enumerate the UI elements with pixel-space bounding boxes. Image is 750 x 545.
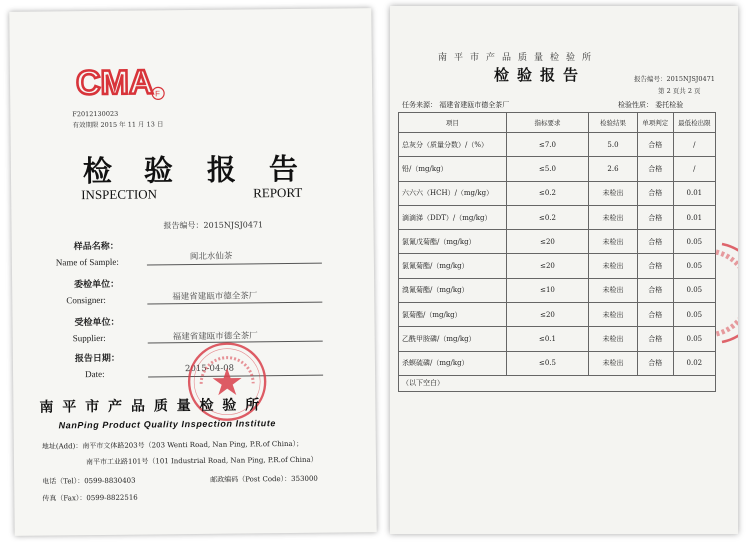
cell-judgement: 合格 [637,327,673,351]
title-char-3: 报 [206,152,239,187]
cell-requirement: ≤0.2 [506,205,588,229]
supplier-label-en: Supplier: [72,332,106,344]
cell-item: 六六六（HCH）/（mg/kg） [399,181,507,205]
fax: 传真（Fax）：0599-8822516 [42,493,138,503]
table-row [399,133,716,157]
cell-item: 氯氰菊酯/（mg/kg） [399,254,507,278]
header-limit: 最低检出限 [673,113,715,133]
cell-result: 未检出 [589,230,638,254]
cell-judgement: 合格 [637,303,673,327]
cell-judgement: 合格 [637,254,673,278]
blank-below-note: （以下空白） [399,375,716,391]
cell-requirement: ≤20 [506,303,588,327]
report-number: 报告编号：2015NJSJ0471 [163,220,264,231]
cell-result: 未检出 [589,278,638,302]
date-label-en: Date: [85,368,105,380]
header-result: 检验结果 [589,113,638,133]
address-line-1: 地址(Add)：南平市文体路203号（203 Wenti Road, Nan Ping, P.R.of China）； [41,439,304,451]
sample-label-cn: 样品名称： [73,241,119,253]
sample-underline [147,263,322,266]
cell-judgement: 合格 [637,157,673,181]
supplier-label-cn: 受检单位： [74,317,120,329]
address-line-2: 南平市工业路101号（101 Industrial Road, Nan Ping, P.R.of China） [85,455,318,467]
cell-limit: 0.05 [673,278,715,302]
cell-item: 氯氰戊菊酯/（mg/kg） [399,230,507,254]
title-en-report: REPORT [253,184,303,201]
cell-requirement: ≤0.5 [506,351,588,375]
cell-result: 未检出 [589,181,638,205]
cell-judgement: 合格 [637,351,673,375]
table-row [399,230,716,254]
supplier-value: 福建省建瓯市德全茶厂 [172,331,258,343]
table-row [399,327,716,351]
permit-info [72,108,163,131]
table-row [399,181,716,205]
report-cover-page [9,8,376,536]
results-page-info: 第 2 页共 2 页 [658,87,701,95]
table-row [399,303,716,327]
results-table [398,112,716,392]
sample-label-en: Name of Sample: [55,256,119,268]
cell-item: 氯菊酯/（mg/kg） [399,303,507,327]
results-title: 检验报告 [494,66,587,84]
permit-valid-until: 有效期限 2015 年 11 月 13 日 [72,120,164,130]
cell-limit: 0.01 [673,205,715,229]
table-row [399,157,716,181]
cell-judgement: 合格 [637,278,673,302]
cell-item: 乙酰甲胺磷/（mg/kg） [399,327,507,351]
cell-result: 未检出 [589,327,638,351]
cell-requirement: ≤7.0 [506,133,588,157]
cell-limit: 0.05 [673,254,715,278]
cell-item: 滴滴涕（DDT）/（mg/kg） [399,205,507,229]
telephone: 电话（Tel）：0599-8830403 [42,476,136,486]
table-row [399,254,716,278]
cell-judgement: 合格 [637,205,673,229]
cell-item: 溴氰菊酯/（mg/kg） [399,278,507,302]
title-en-inspection: INSPECTION [81,186,158,203]
institute-name-en: NanPing Product Quality Inspection Institute [58,418,277,431]
cell-item: 杀螟硫磷/（mg/kg） [399,351,507,375]
table-row [399,351,716,375]
cell-result: 未检出 [589,351,638,375]
header-item: 项目 [399,113,507,133]
consigner-label-en: Consigner: [66,294,106,306]
cell-judgement: 合格 [637,230,673,254]
cell-item: 铅/（mg/kg） [399,157,507,181]
results-report-number: 报告编号：2015NJSJ0471 [634,75,715,83]
permit-number: F2012130023 [72,109,119,119]
post-code: 邮政编码（Post Code）：353000 [210,474,318,484]
date-label-cn: 报告日期： [74,353,120,365]
cell-item: 总灰分（质量分数）/（%） [399,133,507,157]
table-tail-row [399,375,716,391]
cell-limit: 0.01 [673,181,715,205]
sample-value: 闽北水仙茶 [189,251,233,263]
cell-limit: 0.05 [673,327,715,351]
cma-logo [68,55,169,106]
inspection-category: 检验性质： 委托检验 [618,101,684,109]
cell-requirement: ≤0.2 [506,181,588,205]
cell-limit: 0.02 [673,351,715,375]
consigner-value: 福建省建瓯市德全茶厂 [172,291,258,303]
cell-result: 2.6 [589,157,638,181]
date-value: 2015-04-08 [184,363,235,375]
table-row [399,278,716,302]
cell-judgement: 合格 [637,133,673,157]
cell-requirement: ≤0.1 [506,327,588,351]
table-row [399,205,716,229]
results-header-row [399,113,716,133]
title-char-4: 告 [268,151,301,187]
cell-limit: 0.05 [673,230,715,254]
cell-limit: / [673,157,715,181]
header-requirement: 指标要求 [506,113,588,133]
task-source: 任务来源： 福建省建瓯市德全茶厂 [402,101,510,109]
report-results-page [390,6,738,534]
title-char-2: 验 [143,153,176,188]
cma-logo-text: CMA [75,63,154,103]
cell-judgement: 合格 [637,181,673,205]
cell-requirement: ≤20 [506,230,588,254]
cma-badge-letter: F [155,89,161,99]
cell-limit: / [673,133,715,157]
cell-requirement: ≤10 [506,278,588,302]
cell-limit: 0.05 [673,303,715,327]
cell-result: 5.0 [589,133,638,157]
title-char-1: 检 [82,153,115,189]
partial-stamp-icon [686,238,738,348]
cell-result: 未检出 [589,303,638,327]
cell-result: 未检出 [589,205,638,229]
institute-name-cn: 南 平 市 产 品 质 量 检 验 所 [39,397,262,416]
consigner-label-cn: 委检单位： [74,279,120,291]
cell-result: 未检出 [589,254,638,278]
header-judgement: 单项判定 [637,113,673,133]
results-institute-name: 南平市产品质量检验所 [438,53,599,63]
cell-requirement: ≤20 [506,254,588,278]
cell-requirement: ≤5.0 [506,157,588,181]
